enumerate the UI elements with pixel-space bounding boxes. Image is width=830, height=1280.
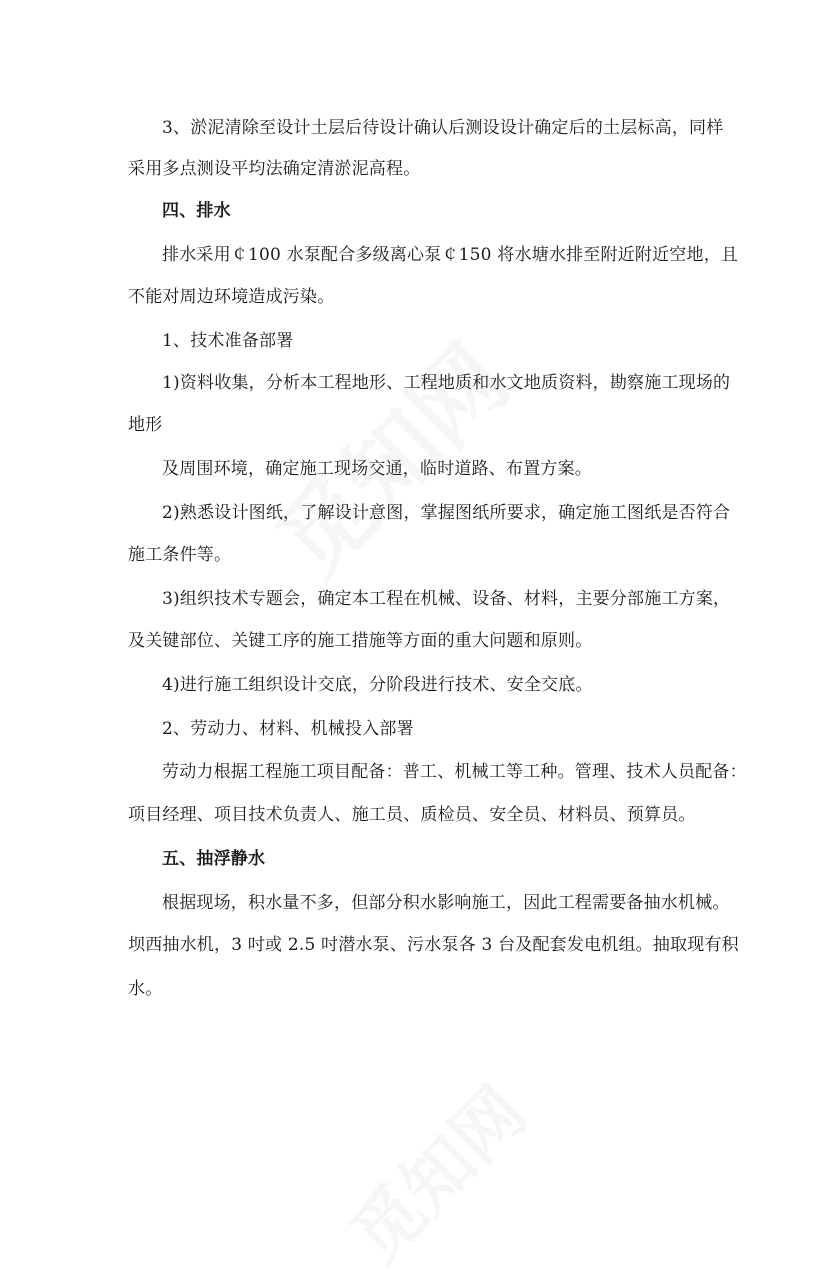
paragraph-line: 3、淤泥清除至设计土层后待设计确认后测设设计确定后的土层标高，同样	[162, 118, 724, 138]
watermark-bottom	[325, 1061, 545, 1280]
paragraph-line: 及周围环境，确定施工现场交通，临时道路、布置方案。	[162, 459, 592, 479]
paragraph-line: 坝西抽水机，3 吋或 2.5 吋潜水泵、污水泵各 3 台及配套发电机组。抽取现有积	[128, 935, 739, 955]
paragraph-line: 根据现场，积水量不多，但部分积水影响施工，因此工程需要备抽水机械。	[162, 893, 730, 913]
paragraph-line: 水。	[128, 979, 163, 999]
paragraph-line: 1)资料收集，分析本工程地形、工程地质和水文地质资料，勘察施工现场的	[162, 373, 731, 393]
subsection-heading: 1、技术准备部署	[162, 331, 294, 351]
subsection-heading: 2、劳动力、材料、机械投入部署	[162, 719, 414, 739]
watermark	[244, 312, 533, 601]
section-heading: 五、抽浮静水	[162, 849, 266, 869]
paragraph-line: 及关键部位、关键工序的施工措施等方面的重大问题和原则。	[128, 631, 593, 651]
paragraph-line: 3)组织技术专题会，确定本工程在机械、设备、材料，主要分部施工方案，	[162, 589, 731, 609]
paragraph-line: 排水采用￠100 水泵配合多级离心泵￠150 将水塘水排至附近附近空地，且	[162, 245, 739, 265]
paragraph-line: 采用多点测设平均法确定清淤泥高程。	[128, 159, 421, 179]
paragraph-line: 4)进行施工组织设计交底，分阶段进行技术、安全交底。	[162, 675, 593, 695]
paragraph-line: 劳动力根据工程施工项目配备：普工、机械工等工种。管理、技术人员配备：	[162, 762, 747, 782]
paragraph-line: 项目经理、项目技术负责人、施工员、质检员、安全员、材料员、预算员。	[128, 805, 696, 825]
paragraph-line: 不能对周边环境造成污染。	[128, 287, 335, 307]
section-heading: 四、排水	[162, 201, 231, 221]
paragraph-line: 2)熟悉设计图纸，了解设计意图，掌握图纸所要求，确定施工图纸是否符合	[162, 503, 731, 523]
paragraph-line: 施工条件等。	[128, 545, 232, 565]
paragraph-line: 地形	[128, 415, 163, 435]
